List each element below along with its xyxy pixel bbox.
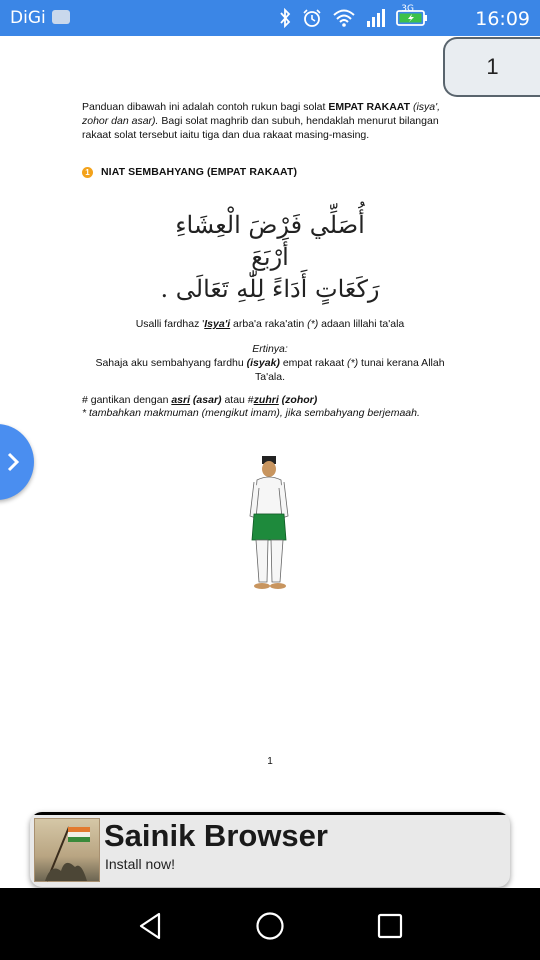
jemaah-note: * tambahkan makmuman (mengikut imam), jika sembahyang berjemaah. — [82, 407, 420, 419]
number-bullet-icon: 1 — [82, 167, 93, 178]
network-type-label: 3G — [401, 4, 414, 14]
signal-icon — [366, 8, 386, 28]
status-bar — [0, 0, 540, 36]
section-title: NIAT SEMBAHYANG (EMPAT RAKAAT) — [101, 166, 298, 178]
home-icon — [255, 911, 285, 941]
back-icon — [137, 912, 163, 940]
ad-install-link[interactable]: Install now! — [105, 856, 176, 872]
ertinya-label: Ertinya: — [252, 343, 288, 355]
flag-raising-image — [35, 819, 101, 883]
home-button[interactable] — [250, 906, 290, 946]
back-button[interactable] — [130, 906, 170, 946]
ad-banner[interactable] — [30, 812, 510, 887]
arabic-line: رَكَعَاتٍ أَدَاءً لِلّٰهِ تَعَالَى . — [160, 275, 380, 303]
replacement-note: # gantikan dengan asri (asar) atau #zuhri (zohor) — [82, 394, 318, 406]
section-heading — [82, 166, 297, 178]
recents-button[interactable] — [370, 906, 410, 946]
ad-title[interactable]: Sainik Browser — [104, 818, 328, 853]
ad-image — [34, 818, 100, 882]
page-number: 1 — [267, 756, 273, 767]
wifi-icon — [332, 8, 356, 28]
alarm-icon — [302, 8, 322, 28]
document-page[interactable] — [0, 36, 540, 812]
page-counter[interactable]: 1 — [443, 37, 540, 97]
rumi-transliteration: Usalli fardhaz 'Isya'i arba'a raka'atin (*) adaan lillahi ta'ala — [135, 318, 405, 330]
notification-icon — [52, 10, 70, 24]
bluetooth-icon — [278, 8, 292, 28]
chevron-right-icon — [6, 452, 20, 472]
arabic-niat — [160, 209, 380, 305]
ertinya-translation: Sahaja aku sembahyang fardhu (isyak) empat rakaat (*) tunai kerana Allah Ta'ala. — [95, 357, 445, 383]
intro-paragraph: Panduan dibawah ini adalah contoh rukun bagi solat EMPAT RAKAAT (isya', zohor dan asar). Bagi solat maghrib dan subuh, hendaklah menurut bilangan rakaat solat tersebut iaitu tiga dan dua rakaat masing-masing. — [82, 101, 441, 141]
arabic-line: أُصَلِّي فَرْضَ الْعِشَاءِ أَرْبَعَ — [175, 211, 365, 271]
navigation-bar — [0, 888, 540, 960]
clock: 16:09 — [475, 8, 530, 30]
standing-prayer-figure — [240, 454, 300, 594]
carrier-name: DiGi — [10, 8, 46, 28]
recents-icon — [377, 913, 403, 939]
